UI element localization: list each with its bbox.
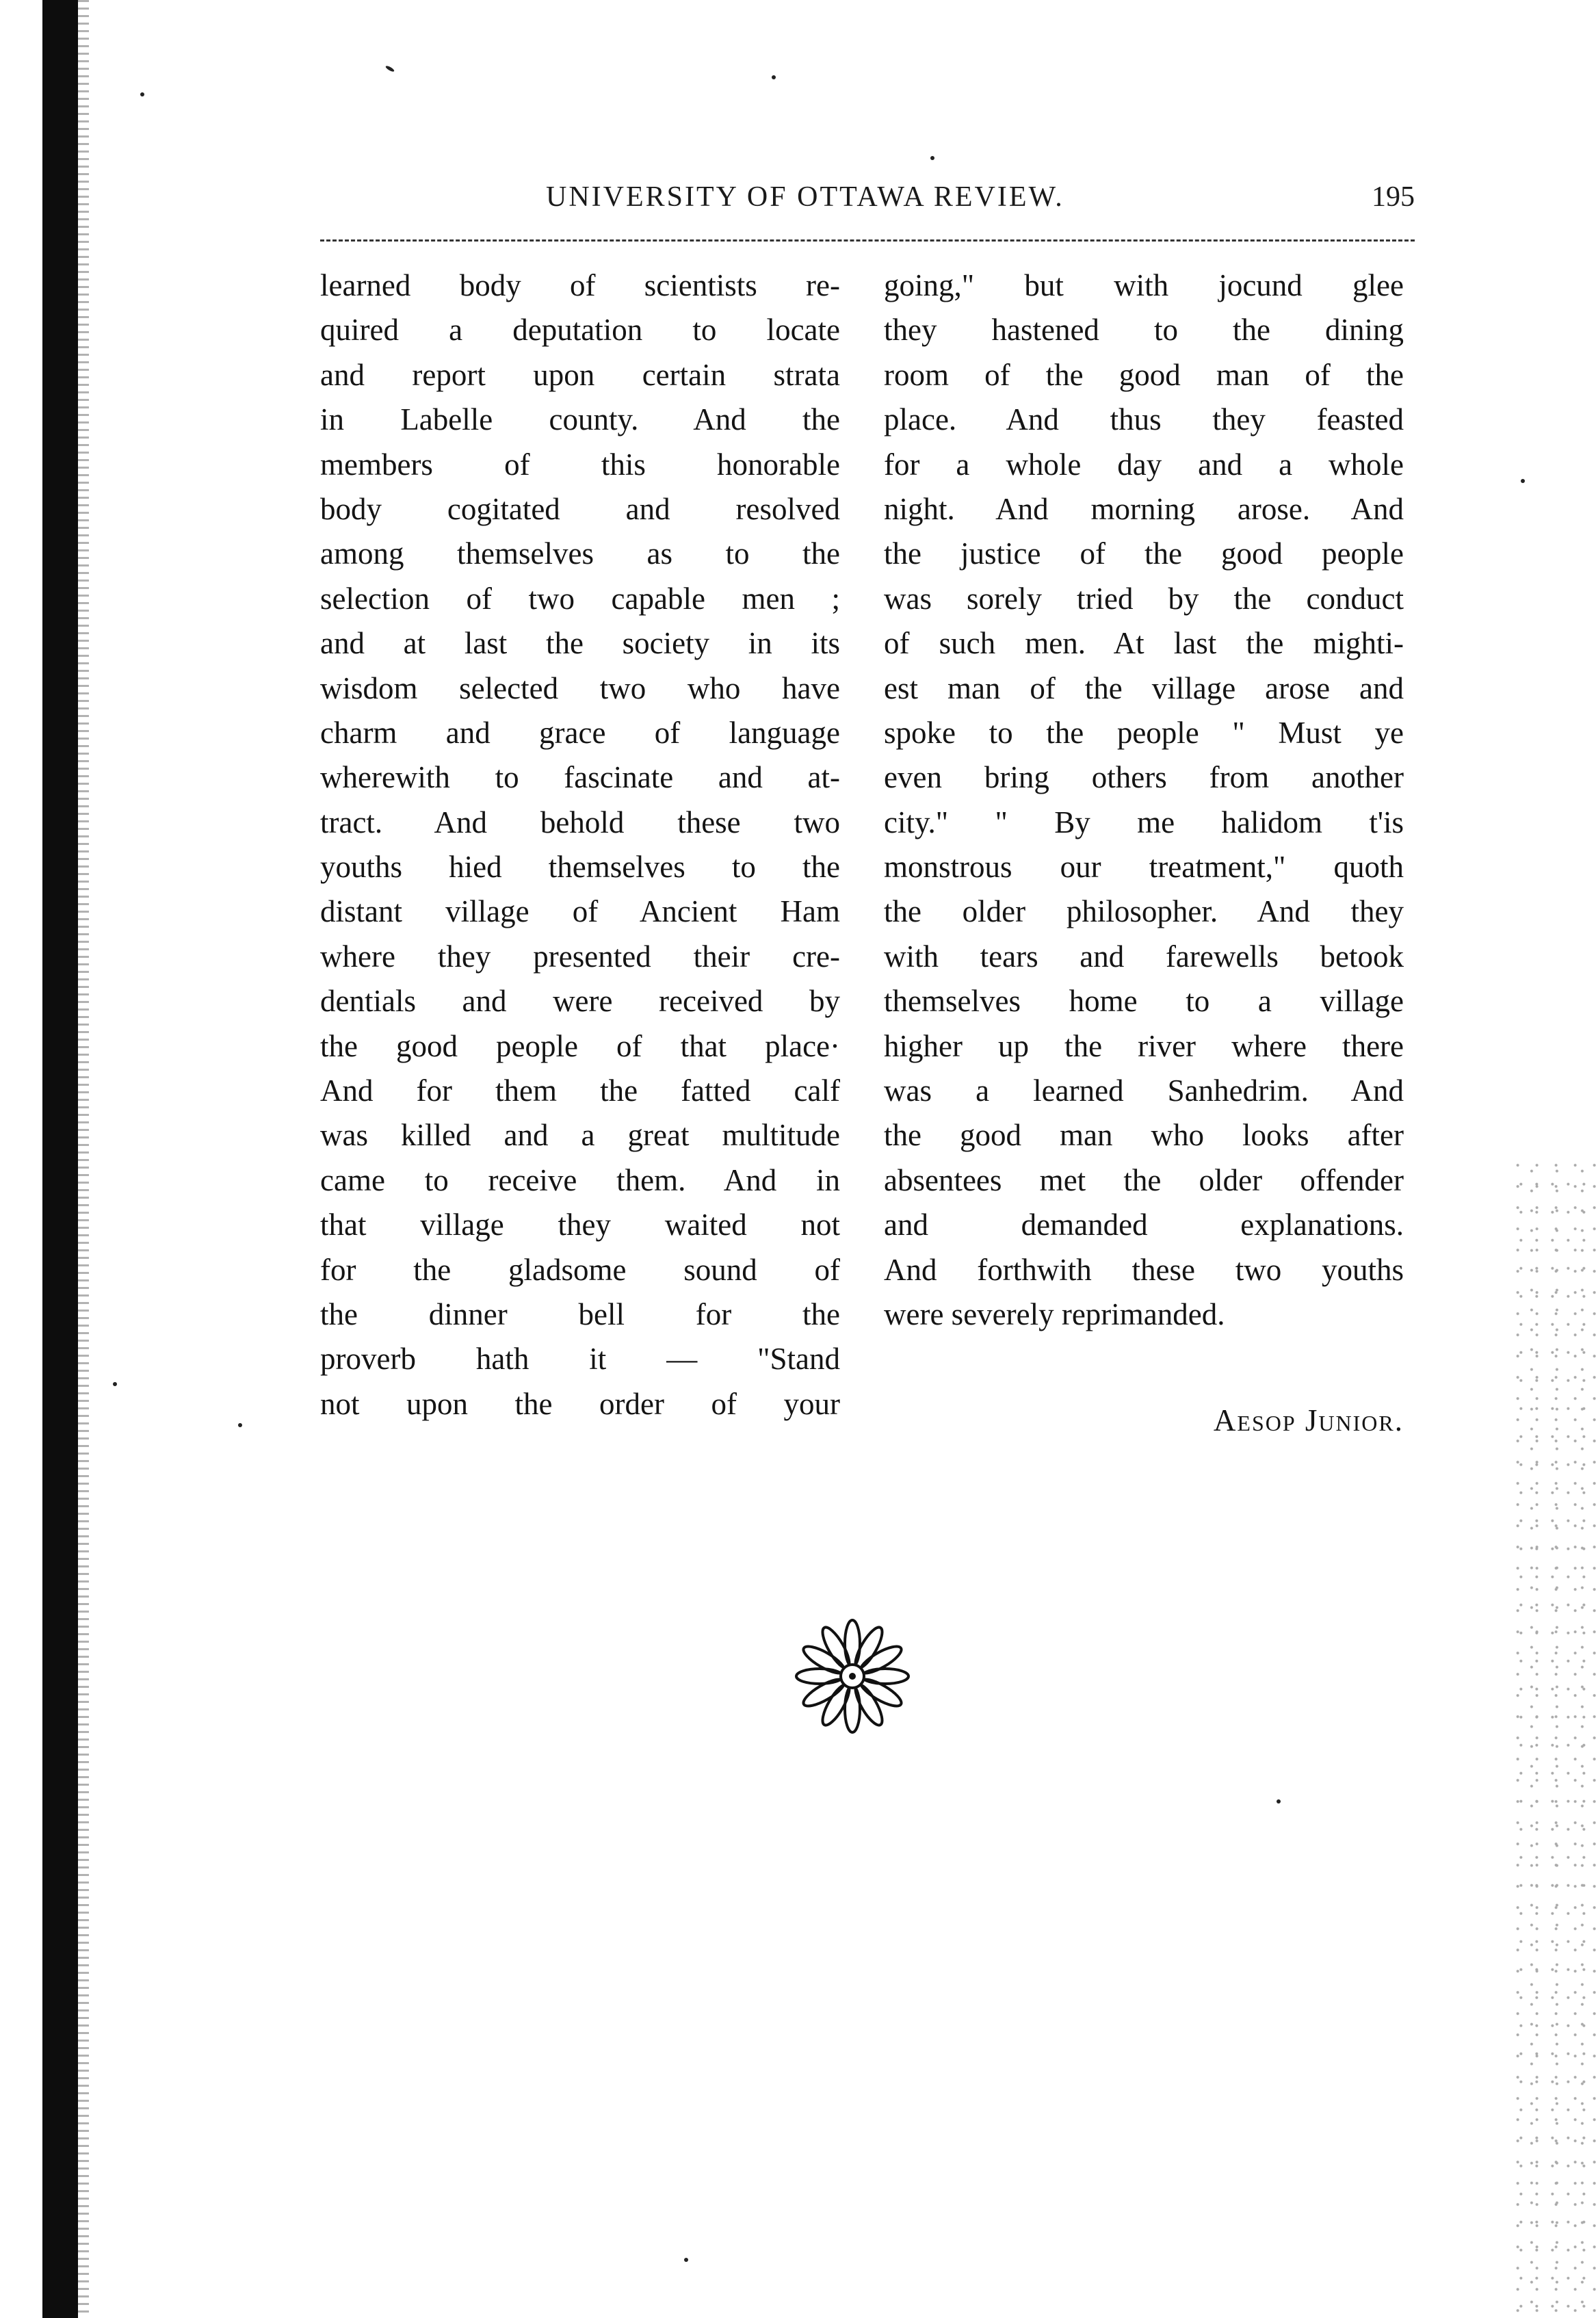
text-line: body cogitated and resolved [320, 491, 840, 526]
text-line: higher up the river where there [884, 1028, 1404, 1063]
text-line: the justice of the good people [884, 536, 1404, 571]
text-line: the good people of that place· [320, 1028, 840, 1063]
text-line: wherewith to fascinate and at- [320, 760, 840, 795]
text-line: absentees met the older offender [884, 1162, 1404, 1197]
text-line: proverb hath it — "Stand [320, 1342, 840, 1377]
text-line: for a whole day and a whole [884, 447, 1404, 482]
text-line: was a learned Sanhedrim. And [884, 1073, 1404, 1108]
text-line: charm and grace of language [320, 715, 840, 750]
header-rule [320, 239, 1415, 242]
text-line: came to receive them. And in [320, 1162, 840, 1197]
text-line: the dinner bell for the [320, 1297, 840, 1331]
text-line: going," but with jocund glee [884, 268, 1404, 302]
text-line: they hastened to the dining [884, 313, 1404, 348]
text-line: place. And thus they feasted [884, 402, 1404, 437]
left-text-column [320, 263, 840, 1427]
text-line: of such men. At last the mighti- [884, 626, 1404, 661]
binding-speckle [78, 0, 89, 2318]
text-line: themselves home to a village [884, 984, 1404, 1019]
text-line: and demanded explanations. [884, 1208, 1404, 1242]
text-line: learned body of scientists re- [320, 268, 840, 302]
author-signature [884, 1403, 1404, 1438]
text-line: and at last the society in its [320, 626, 840, 661]
text-line: city." " By me halidom t'is [884, 805, 1404, 839]
text-line: where they presented their cre- [320, 939, 840, 974]
right-text-column [884, 263, 1404, 1337]
text-line: the older philosopher. And they [884, 894, 1404, 929]
text-line: room of the good man of the [884, 357, 1404, 392]
running-head [320, 181, 1415, 222]
ink-speck [684, 2258, 688, 2262]
text-line: quired a deputation to locate [320, 313, 840, 348]
text-line: that village they waited not [320, 1208, 840, 1242]
text-line: est man of the village arose and [884, 670, 1404, 705]
text-line: monstrous our treatment," quoth [884, 850, 1404, 885]
text-line: dentials and were received by [320, 984, 840, 1019]
text-line: members of this honorable [320, 447, 840, 482]
ink-speck [1521, 479, 1525, 483]
text-line: selection of two capable men ; [320, 581, 840, 616]
text-line: And for them the fatted calf [320, 1073, 840, 1108]
signature-text: Aesop Junior. [1213, 1403, 1404, 1437]
text-line: in Labelle county. And the [320, 402, 840, 437]
text-line: even bring others from another [884, 760, 1404, 795]
flower-ornament-icon [784, 1608, 921, 1745]
right-margin-speckle [1514, 1163, 1596, 2318]
text-line: distant village of Ancient Ham [320, 894, 840, 929]
ink-speck [238, 1423, 242, 1427]
text-line: among themselves as to the [320, 536, 840, 571]
text-line: for the gladsome sound of [320, 1252, 840, 1287]
text-line: were severely reprimanded. [884, 1297, 1225, 1331]
text-line: and report upon certain strata [320, 357, 840, 392]
text-line: spoke to the people " Must ye [884, 715, 1404, 750]
ink-speck [113, 1382, 117, 1386]
text-line: tract. And behold these two [320, 805, 840, 839]
text-line: And forthwith these two youths [884, 1252, 1404, 1287]
text-line: the good man who looks after [884, 1118, 1404, 1153]
journal-title: UNIVERSITY OF OTTAWA REVIEW. [546, 181, 1064, 213]
text-line: not upon the order of your [320, 1386, 840, 1421]
text-line: with tears and farewells betook [884, 939, 1404, 974]
text-line: was sorely tried by the conduct [884, 581, 1404, 616]
ink-speck [1277, 1799, 1281, 1803]
page-binding-edge [42, 0, 78, 2318]
page-number: 195 [1372, 181, 1415, 213]
text-line: night. And morning arose. And [884, 491, 1404, 526]
text-line: youths hied themselves to the [320, 850, 840, 885]
text-line: wisdom selected two who have [320, 670, 840, 705]
ink-mark [385, 65, 395, 73]
text-line: was killed and a great multitude [320, 1118, 840, 1153]
ink-speck [772, 75, 776, 79]
ink-speck [930, 156, 934, 160]
ink-speck [140, 92, 144, 96]
